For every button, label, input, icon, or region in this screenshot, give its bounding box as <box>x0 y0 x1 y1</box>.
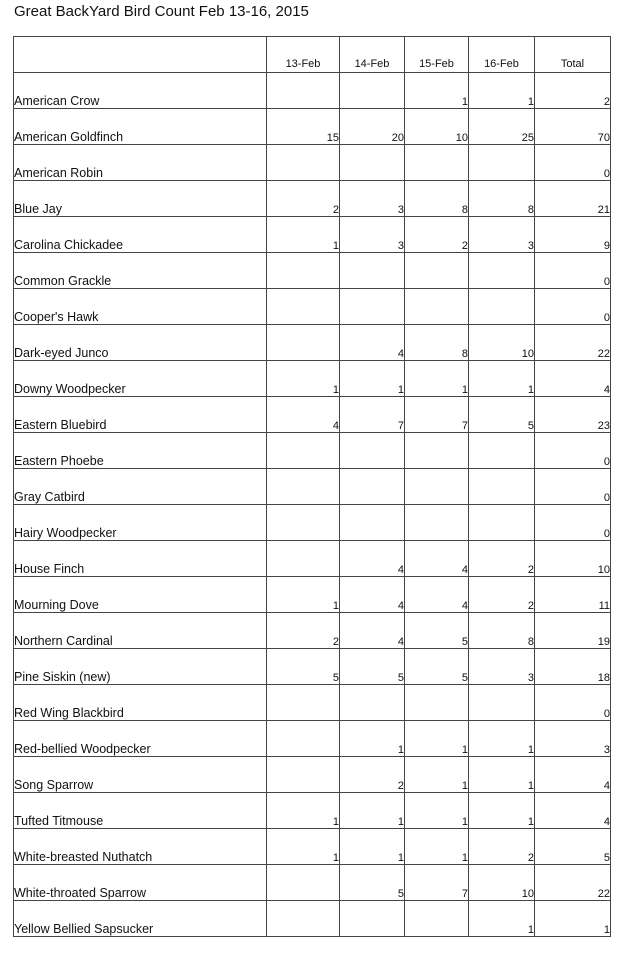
count-13-feb: 1 <box>267 793 340 829</box>
count-13-feb <box>267 721 340 757</box>
table-row <box>14 505 611 541</box>
species-cell: Red Wing Blackbird <box>14 685 267 721</box>
table-body <box>14 73 611 937</box>
count-16-feb: 1 <box>469 793 535 829</box>
count-16-feb: 3 <box>469 217 535 253</box>
count-14-feb: 4 <box>340 613 405 649</box>
count-13-feb: 4 <box>267 397 340 433</box>
count-14-feb <box>340 253 405 289</box>
species-cell: Cooper's Hawk <box>14 289 267 325</box>
table-row <box>14 73 611 109</box>
count-14-feb <box>340 73 405 109</box>
species-cell: Eastern Bluebird <box>14 397 267 433</box>
count-15-feb: 8 <box>405 181 469 217</box>
count-15-feb <box>405 289 469 325</box>
count-16-feb: 2 <box>469 577 535 613</box>
count-14-feb <box>340 145 405 181</box>
total-cell: 4 <box>535 793 611 829</box>
species-cell: Carolina Chickadee <box>14 217 267 253</box>
count-13-feb: 1 <box>267 577 340 613</box>
count-16-feb: 1 <box>469 73 535 109</box>
count-16-feb: 8 <box>469 613 535 649</box>
count-14-feb: 3 <box>340 217 405 253</box>
total-cell: 0 <box>535 685 611 721</box>
count-15-feb <box>405 685 469 721</box>
header-14-feb: 14-Feb <box>340 37 405 73</box>
count-14-feb: 7 <box>340 397 405 433</box>
count-15-feb <box>405 505 469 541</box>
count-16-feb: 1 <box>469 361 535 397</box>
count-15-feb: 1 <box>405 361 469 397</box>
count-13-feb <box>267 757 340 793</box>
count-14-feb <box>340 289 405 325</box>
count-13-feb <box>267 901 340 937</box>
species-cell: Hairy Woodpecker <box>14 505 267 541</box>
table-row <box>14 253 611 289</box>
species-cell: Dark-eyed Junco <box>14 325 267 361</box>
count-15-feb: 1 <box>405 721 469 757</box>
count-16-feb <box>469 433 535 469</box>
count-14-feb: 2 <box>340 757 405 793</box>
table-row <box>14 541 611 577</box>
count-14-feb: 1 <box>340 361 405 397</box>
count-13-feb <box>267 469 340 505</box>
species-cell: Mourning Dove <box>14 577 267 613</box>
count-15-feb <box>405 469 469 505</box>
header-row <box>14 37 611 73</box>
count-14-feb: 20 <box>340 109 405 145</box>
count-14-feb: 3 <box>340 181 405 217</box>
table-row <box>14 829 611 865</box>
species-cell: Pine Siskin (new) <box>14 649 267 685</box>
total-cell: 19 <box>535 613 611 649</box>
table-row <box>14 361 611 397</box>
count-16-feb <box>469 145 535 181</box>
count-16-feb: 2 <box>469 829 535 865</box>
header-16-feb: 16-Feb <box>469 37 535 73</box>
count-16-feb <box>469 289 535 325</box>
total-cell: 0 <box>535 253 611 289</box>
table-row <box>14 469 611 505</box>
table-row <box>14 325 611 361</box>
species-cell: White-breasted Nuthatch <box>14 829 267 865</box>
count-13-feb: 1 <box>267 829 340 865</box>
species-cell: House Finch <box>14 541 267 577</box>
count-14-feb <box>340 685 405 721</box>
count-13-feb: 1 <box>267 217 340 253</box>
count-15-feb: 5 <box>405 613 469 649</box>
count-14-feb: 1 <box>340 721 405 757</box>
table-row <box>14 289 611 325</box>
header-species <box>14 37 267 73</box>
header-13-feb: 13-Feb <box>267 37 340 73</box>
count-14-feb: 4 <box>340 541 405 577</box>
count-15-feb: 4 <box>405 577 469 613</box>
count-13-feb <box>267 253 340 289</box>
total-cell: 1 <box>535 901 611 937</box>
header-15-feb: 15-Feb <box>405 37 469 73</box>
total-cell: 22 <box>535 325 611 361</box>
count-16-feb: 8 <box>469 181 535 217</box>
species-cell: Common Grackle <box>14 253 267 289</box>
table-row <box>14 217 611 253</box>
count-13-feb: 15 <box>267 109 340 145</box>
count-13-feb <box>267 505 340 541</box>
total-cell: 22 <box>535 865 611 901</box>
count-15-feb: 7 <box>405 865 469 901</box>
table-row <box>14 757 611 793</box>
total-cell: 0 <box>535 433 611 469</box>
sheet-title: Great BackYard Bird Count Feb 13-16, 2015 <box>14 3 309 20</box>
total-cell: 5 <box>535 829 611 865</box>
species-cell: White-throated Sparrow <box>14 865 267 901</box>
count-15-feb: 2 <box>405 217 469 253</box>
count-14-feb: 4 <box>340 325 405 361</box>
count-16-feb <box>469 253 535 289</box>
count-16-feb: 25 <box>469 109 535 145</box>
species-cell: Yellow Bellied Sapsucker <box>14 901 267 937</box>
total-cell: 4 <box>535 757 611 793</box>
count-14-feb: 5 <box>340 649 405 685</box>
species-cell: Downy Woodpecker <box>14 361 267 397</box>
count-16-feb: 5 <box>469 397 535 433</box>
total-cell: 21 <box>535 181 611 217</box>
count-14-feb: 1 <box>340 829 405 865</box>
count-14-feb <box>340 505 405 541</box>
count-15-feb: 8 <box>405 325 469 361</box>
table-row <box>14 721 611 757</box>
count-15-feb: 4 <box>405 541 469 577</box>
count-16-feb: 10 <box>469 325 535 361</box>
count-16-feb <box>469 685 535 721</box>
count-13-feb <box>267 685 340 721</box>
species-cell: Tufted Titmouse <box>14 793 267 829</box>
count-14-feb <box>340 901 405 937</box>
species-cell: American Crow <box>14 73 267 109</box>
count-15-feb: 1 <box>405 793 469 829</box>
total-cell: 0 <box>535 289 611 325</box>
total-cell: 10 <box>535 541 611 577</box>
species-cell: Song Sparrow <box>14 757 267 793</box>
count-15-feb: 5 <box>405 649 469 685</box>
table-row <box>14 181 611 217</box>
table-row <box>14 613 611 649</box>
count-15-feb: 10 <box>405 109 469 145</box>
bird-count-table <box>13 36 611 937</box>
count-15-feb: 1 <box>405 829 469 865</box>
count-16-feb: 10 <box>469 865 535 901</box>
species-cell: Northern Cardinal <box>14 613 267 649</box>
count-16-feb <box>469 469 535 505</box>
count-14-feb <box>340 433 405 469</box>
total-cell: 3 <box>535 721 611 757</box>
species-cell: Gray Catbird <box>14 469 267 505</box>
count-15-feb <box>405 433 469 469</box>
total-cell: 0 <box>535 145 611 181</box>
total-cell: 0 <box>535 505 611 541</box>
count-16-feb: 2 <box>469 541 535 577</box>
species-cell: American Goldfinch <box>14 109 267 145</box>
table-row <box>14 793 611 829</box>
count-13-feb: 2 <box>267 613 340 649</box>
count-13-feb <box>267 145 340 181</box>
species-cell: Eastern Phoebe <box>14 433 267 469</box>
count-16-feb <box>469 505 535 541</box>
count-13-feb: 2 <box>267 181 340 217</box>
table-row <box>14 397 611 433</box>
count-15-feb <box>405 253 469 289</box>
total-cell: 9 <box>535 217 611 253</box>
total-cell: 23 <box>535 397 611 433</box>
count-16-feb: 1 <box>469 721 535 757</box>
total-cell: 4 <box>535 361 611 397</box>
header-total: Total <box>535 37 611 73</box>
count-16-feb: 3 <box>469 649 535 685</box>
count-13-feb <box>267 541 340 577</box>
table-row <box>14 109 611 145</box>
total-cell: 0 <box>535 469 611 505</box>
species-cell: American Robin <box>14 145 267 181</box>
table-row <box>14 865 611 901</box>
count-14-feb: 5 <box>340 865 405 901</box>
table-row <box>14 901 611 937</box>
count-15-feb <box>405 145 469 181</box>
count-15-feb: 1 <box>405 757 469 793</box>
count-14-feb <box>340 469 405 505</box>
count-16-feb: 1 <box>469 901 535 937</box>
species-cell: Red-bellied Woodpecker <box>14 721 267 757</box>
total-cell: 18 <box>535 649 611 685</box>
count-13-feb: 5 <box>267 649 340 685</box>
count-13-feb <box>267 289 340 325</box>
count-15-feb: 7 <box>405 397 469 433</box>
count-13-feb <box>267 73 340 109</box>
count-13-feb <box>267 433 340 469</box>
count-13-feb <box>267 325 340 361</box>
count-13-feb: 1 <box>267 361 340 397</box>
count-15-feb: 1 <box>405 73 469 109</box>
count-15-feb <box>405 901 469 937</box>
table-row <box>14 577 611 613</box>
total-cell: 11 <box>535 577 611 613</box>
total-cell: 70 <box>535 109 611 145</box>
count-14-feb: 1 <box>340 793 405 829</box>
total-cell: 2 <box>535 73 611 109</box>
count-14-feb: 4 <box>340 577 405 613</box>
table-row <box>14 685 611 721</box>
species-cell: Blue Jay <box>14 181 267 217</box>
count-16-feb: 1 <box>469 757 535 793</box>
table-row <box>14 649 611 685</box>
table-row <box>14 433 611 469</box>
count-13-feb <box>267 865 340 901</box>
table-row <box>14 145 611 181</box>
